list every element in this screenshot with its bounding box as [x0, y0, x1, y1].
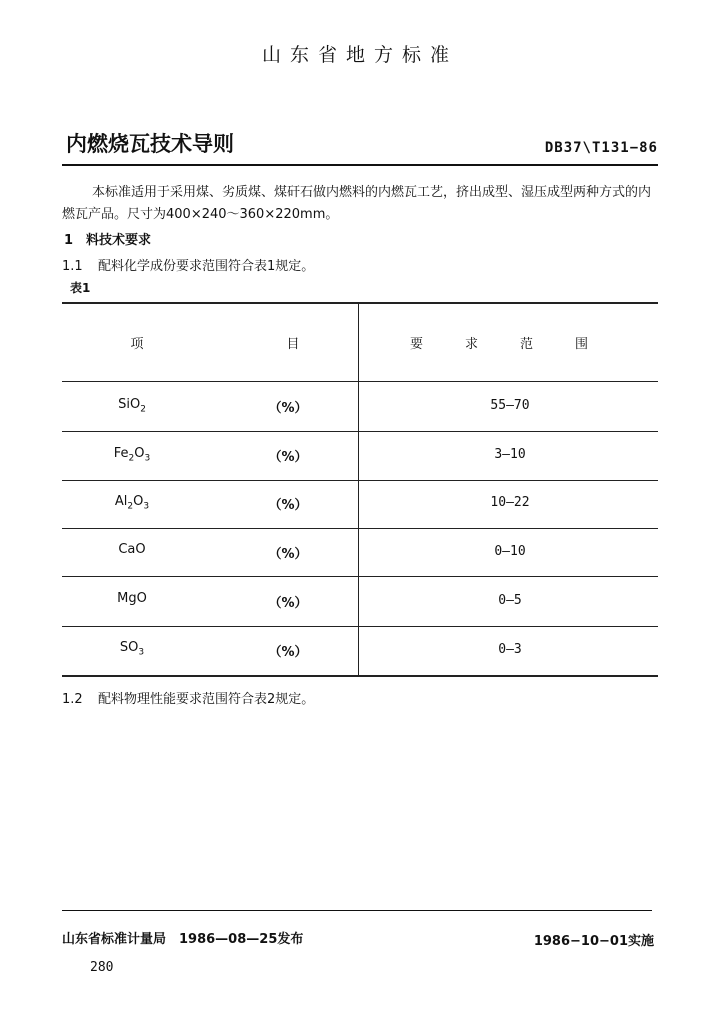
table-row-range: 10—22: [490, 495, 530, 510]
table-row-unit: （%）: [268, 401, 308, 416]
table-row-range: 3—10: [494, 447, 526, 462]
table-row-unit: （%）: [268, 498, 308, 513]
table-top-rule: [62, 302, 658, 304]
chemical-composition-table: [62, 302, 658, 676]
clause-number: 1.2: [62, 692, 83, 707]
clause-1-1: [62, 255, 314, 274]
table-row-unit: （%）: [268, 645, 308, 660]
standard-type-heading: 山东省地方标准: [261, 44, 458, 66]
table-header-rule: [62, 381, 658, 382]
footer-rule: [62, 910, 652, 911]
table-column-divider: [358, 302, 359, 676]
table-label: 表1: [70, 281, 91, 295]
table-row-component: MgO: [117, 591, 147, 606]
header-requirement-range: 要求范围: [409, 337, 630, 352]
table-row-component: $Al_2O_3$: [114, 494, 150, 512]
section-1-heading: [64, 229, 151, 248]
section-number: 1: [64, 233, 74, 248]
table-row-range: 0—5: [498, 593, 522, 608]
standard-code: DB37\T131−86: [544, 140, 658, 156]
table-row-rule: [62, 528, 658, 529]
table-row-rule: [62, 576, 658, 577]
clause-text: 配料化学成份要求范围符合表1规定。: [98, 259, 315, 274]
table-bottom-rule: [62, 675, 658, 677]
table-row-range: 55—70: [490, 398, 530, 413]
clause-text: 配料物理性能要求范围符合表2规定。: [98, 692, 315, 707]
issuer-and-issue-date: 山东省标准计量局 1986—08—25发布: [62, 932, 304, 947]
table-row-rule: [62, 626, 658, 627]
header-eye: 目: [286, 337, 300, 352]
table-row-rule: [62, 480, 658, 481]
table-row-component: SiO$_2$: [118, 397, 146, 415]
intro-paragraph: 本标准适用于采用煤、劣质煤、煤矸石做内燃料的内燃瓦工艺，挤出成型、湿压成型两种方式的内燃瓦产品。尺寸为400×240～360×220mm。: [62, 185, 652, 222]
table-row-component: CaO: [118, 542, 146, 557]
table-row-component: $SO_3$: [119, 640, 145, 658]
table-row-range: 0—10: [494, 544, 526, 559]
table-row-unit: （%）: [268, 596, 308, 611]
effective-date: 1986−10−01实施: [533, 934, 654, 949]
table-row-unit: （%）: [268, 450, 308, 465]
document-title: 内燃烧瓦技术导则: [66, 132, 234, 156]
clause-number: 1.1: [62, 259, 83, 274]
title-rule: [62, 164, 658, 166]
table-row-range: 0—3: [498, 642, 522, 657]
table-row-component: $Fe_2O_3$: [113, 446, 151, 464]
header-item: 项: [130, 337, 144, 352]
section-title: 料技术要求: [86, 233, 152, 248]
table-row-unit: （%）: [268, 547, 308, 562]
table-row-rule: [62, 431, 658, 432]
clause-1-2: [62, 688, 314, 707]
page-number: 280: [90, 960, 114, 975]
